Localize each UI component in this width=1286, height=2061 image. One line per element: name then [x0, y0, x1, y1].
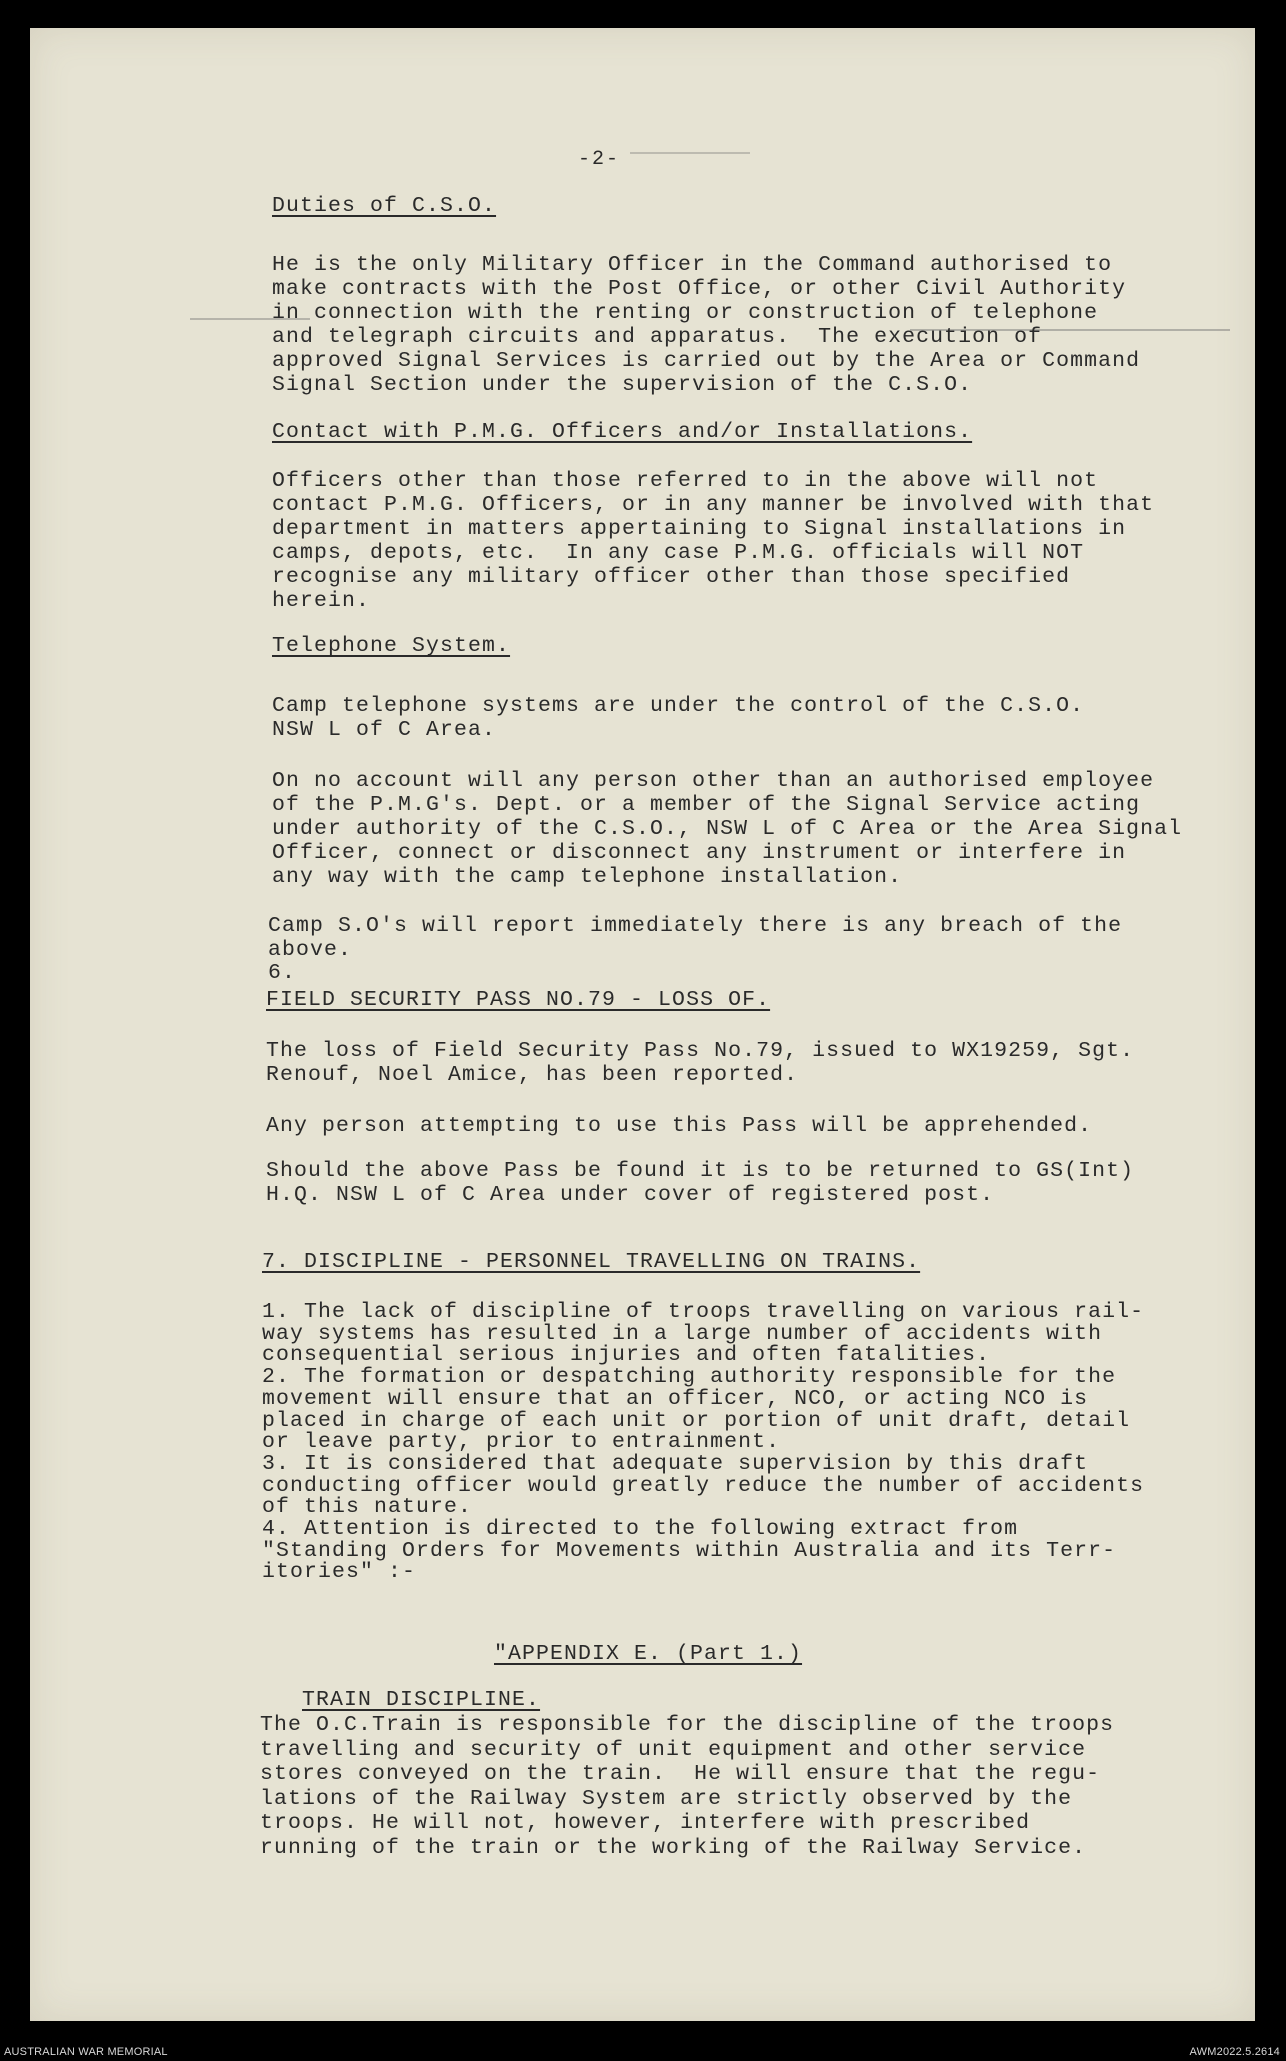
paragraph-line: conducting officer would greatly reduce the number of accidents: [262, 1473, 1145, 1498]
paragraph-line: Officers other than those referred to in the above will not: [272, 469, 1099, 493]
paper-mark: [630, 152, 750, 154]
paragraph-line: contact P.M.G. Officers, or in any manner be involved with that: [272, 493, 1155, 517]
document-page: [30, 28, 1255, 2021]
paragraph-line: or leave party, prior to entrainment.: [262, 1430, 781, 1455]
paragraph-line: Officer, connect or disconnect any instrument or interfere in: [272, 841, 1127, 865]
paragraph-line: travelling and security of unit equipment and other service: [260, 1737, 1087, 1762]
paragraph-line: running of the train or the working of the Railway Service.: [260, 1835, 1087, 1860]
paragraph-line: department in matters appertaining to Signal installations in: [272, 517, 1127, 541]
heading-duties: Duties of C.S.O.: [272, 194, 497, 218]
paragraph-line: way systems has resulted in a large number of accidents with: [262, 1321, 1103, 1346]
typed-text: [30, 28, 1255, 2021]
paragraph-line: "Standing Orders for Movements within Australia and its Terr-: [262, 1538, 1117, 1563]
paragraph-line: consequential serious injuries and often fatalities.: [262, 1343, 991, 1368]
paragraph-line: under authority of the C.S.O., NSW L of C Area or the Area Signal: [272, 817, 1183, 841]
heading-telephone: Telephone System.: [272, 634, 511, 658]
paragraph-line: movement will ensure that an officer, NCO, or acting NCO is: [262, 1386, 1089, 1411]
heading-train-discipline: TRAIN DISCIPLINE.: [302, 1688, 541, 1712]
paragraph-line: stores conveyed on the train. He will ensure that the regu-: [260, 1762, 1101, 1786]
paragraph-line: herein.: [272, 589, 371, 613]
paragraph-line: above.: [268, 938, 353, 962]
paragraph-line: Signal Section under the supervision of the C.S.O.: [272, 373, 973, 397]
paragraph-line: Camp telephone systems are under the control of the C.S.O.: [272, 694, 1085, 718]
paragraph-line: Camp S.O's will report immediately there is any breach of the: [268, 914, 1123, 938]
paragraph-line: He is the only Military Officer in the Command authorised to: [272, 253, 1113, 277]
paragraph-line: placed in charge of each unit or portion of unit draft, detail: [262, 1408, 1131, 1433]
paragraph-line: troops. He will not, however, interfere with prescribed: [260, 1811, 1031, 1835]
paragraph-line: NSW L of C Area.: [272, 718, 497, 742]
heading-discipline: 7. DISCIPLINE - PERSONNEL TRAVELLING ON TRAINS.: [262, 1250, 921, 1274]
paragraph-line: itories" :-: [262, 1560, 417, 1585]
heading-appendix: "APPENDIX E. (Part 1.): [494, 1642, 803, 1666]
paragraph-line: lations of the Railway System are strictly observed by the: [260, 1786, 1073, 1811]
paragraph-line: H.Q. NSW L of C Area under cover of registered post.: [266, 1183, 995, 1207]
paragraph-line: The O.C.Train is responsible for the discipline of the troops: [260, 1713, 1115, 1737]
paragraph-line: Should the above Pass be found it is to be returned to GS(Int): [266, 1159, 1135, 1183]
paragraph-line: approved Signal Services is carried out by the Area or Command: [272, 349, 1141, 373]
paragraph-line: of the P.M.G's. Dept. or a member of the Signal Service acting: [272, 793, 1141, 817]
paragraph-line: camps, depots, etc. In any case P.M.G. officials will NOT: [272, 541, 1085, 565]
paragraph-line: 1. The lack of discipline of troops travelling on various rail-: [262, 1300, 1145, 1324]
heading-contact: Contact with P.M.G. Officers and/or Installations.: [272, 420, 973, 444]
heading-field-security: FIELD SECURITY PASS NO.79 - LOSS OF.: [266, 988, 771, 1012]
paragraph-line: 4. Attention is directed to the following extract from: [262, 1517, 1019, 1541]
paragraph-line: The loss of Field Security Pass No.79, issued to WX19259, Sgt.: [266, 1039, 1135, 1063]
paragraph-line: in connection with the renting or construction of telephone: [272, 301, 1099, 325]
paragraph-line: make contracts with the Post Office, or other Civil Authority: [272, 277, 1127, 301]
paragraph-line: Any person attempting to use this Pass will be apprehended.: [266, 1114, 1093, 1138]
paragraph-line: any way with the camp telephone installation.: [272, 865, 903, 889]
paragraph-line: 3. It is considered that adequate supervision by this draft: [262, 1451, 1089, 1476]
footer-accession: AWM2022.5.2614: [1189, 2046, 1280, 2058]
footer-credit: AUSTRALIAN WAR MEMORIAL: [4, 2046, 168, 2058]
paragraph-line: On no account will any person other than an authorised employee: [272, 769, 1155, 793]
paragraph-line: Renouf, Noel Amice, has been reported.: [266, 1063, 799, 1087]
paragraph-line: and telegraph circuits and apparatus. The execution of: [272, 325, 1043, 349]
item-number: 6.: [268, 961, 297, 985]
paragraph-line: recognise any military officer other than those specified: [272, 565, 1071, 589]
paragraph-line: 2. The formation or despatching authority responsible for the: [262, 1365, 1117, 1390]
paragraph-line: of this nature.: [262, 1495, 473, 1520]
page-number: -2-: [578, 148, 621, 171]
